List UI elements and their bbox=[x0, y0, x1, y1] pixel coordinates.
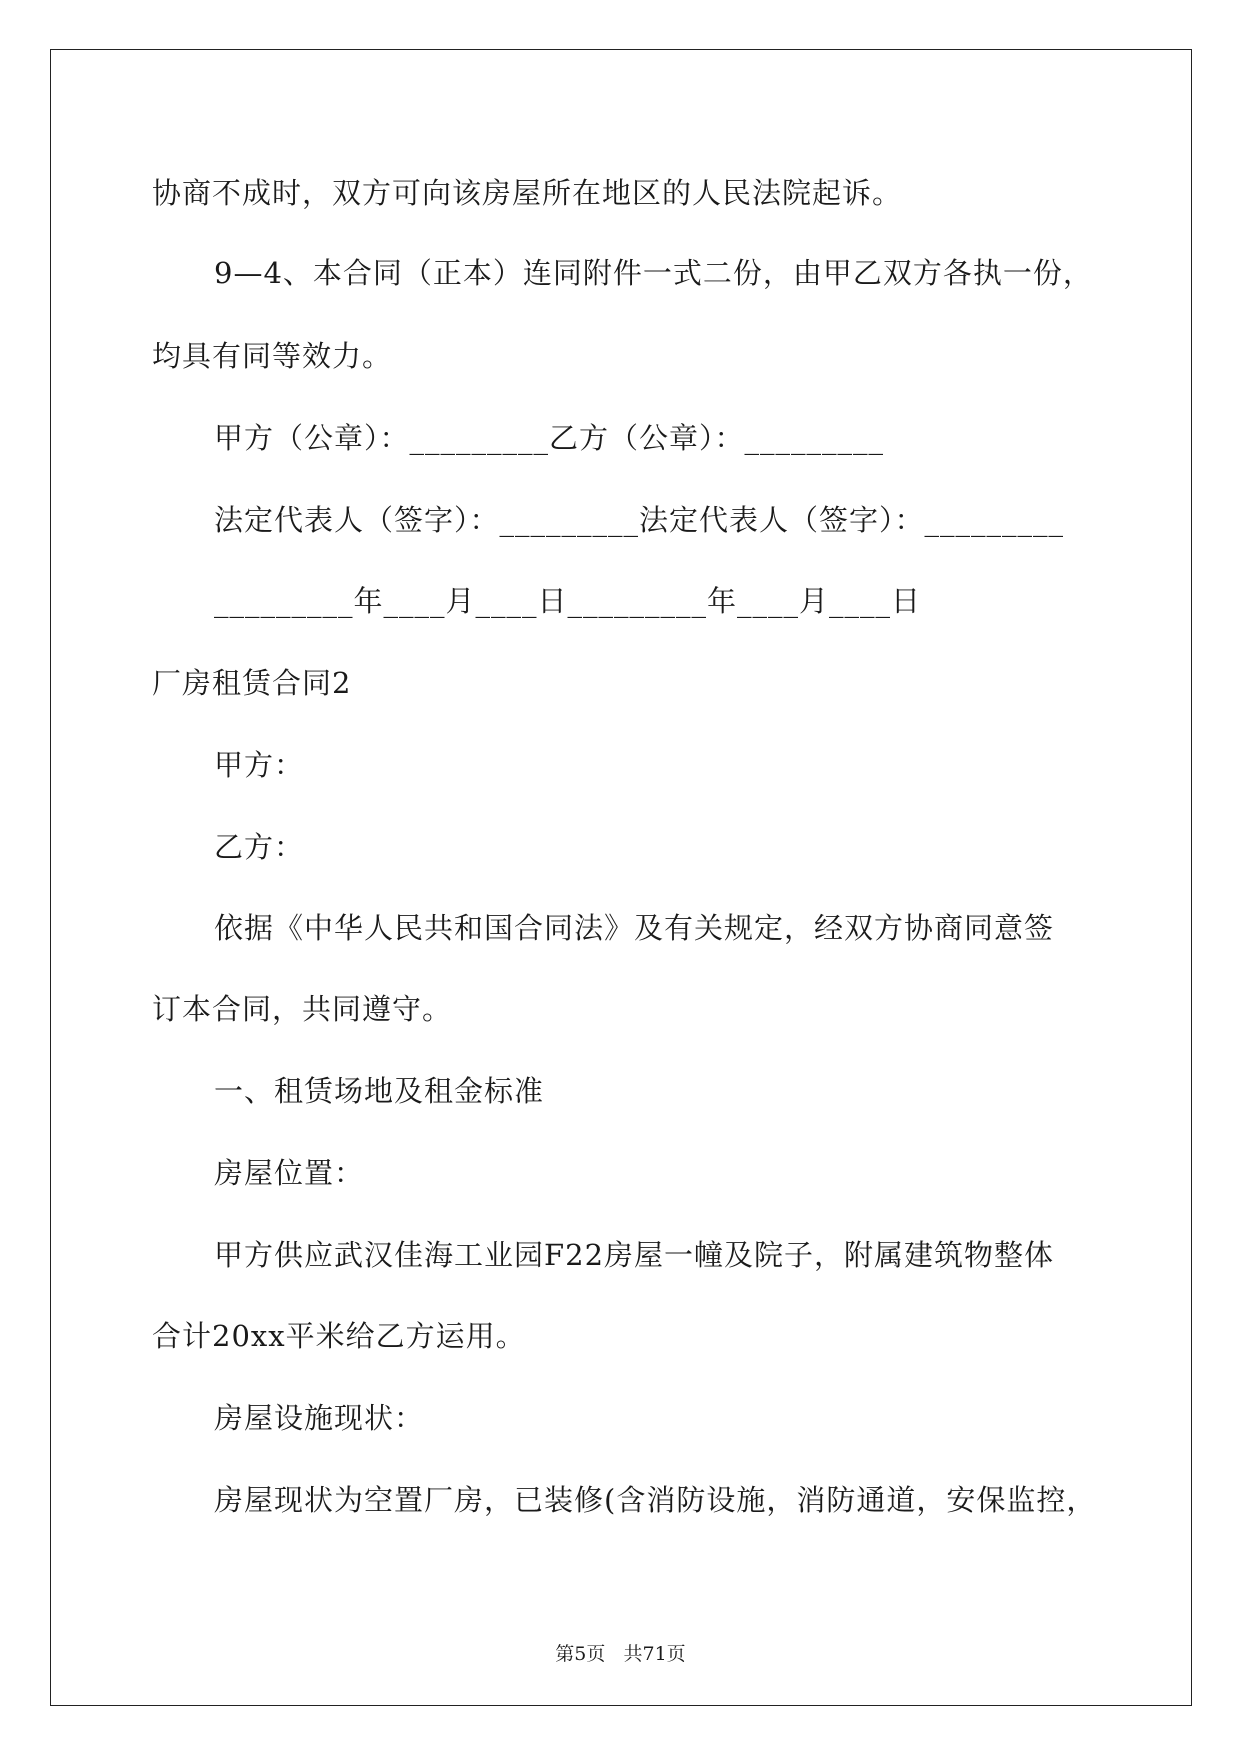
body-line: 订本合同，共同遵守。 bbox=[152, 992, 453, 1026]
body-line: 9—4、本合同（正本）连同附件一式二份，由甲乙双方各执一份， bbox=[214, 256, 1093, 290]
page-number: 第5页 共71页 bbox=[555, 1643, 686, 1665]
body-line: 房屋位置： bbox=[214, 1156, 365, 1190]
party-b-label: 乙方： bbox=[214, 830, 305, 864]
body-line: 房屋设施现状： bbox=[214, 1401, 425, 1435]
clause-heading: 一、租赁场地及租金标准 bbox=[214, 1074, 545, 1108]
body-line: 房屋现状为空置厂房，已装修(含消防设施，消防通道，安保监控， bbox=[214, 1483, 1097, 1517]
body-line: 均具有同等效力。 bbox=[152, 339, 393, 373]
body-line: 甲方供应武汉佳海工业园F22房屋一幢及院子，附属建筑物整体 bbox=[214, 1238, 1055, 1272]
signature-line-date: _________年____月____日_________年____月____日 bbox=[214, 584, 922, 618]
signature-line-seal: 甲方（公章）：_________乙方（公章）：_________ bbox=[214, 421, 885, 455]
page-border bbox=[50, 49, 1192, 1706]
body-line: 协商不成时，双方可向该房屋所在地区的人民法院起诉。 bbox=[152, 176, 903, 210]
party-a-label: 甲方： bbox=[214, 748, 305, 782]
section-title: 厂房租赁合同2 bbox=[152, 666, 352, 700]
signature-line-representative: 法定代表人（签字）：_________法定代表人（签字）：_________ bbox=[214, 503, 1065, 537]
body-line: 合计20xx平米给乙方运用。 bbox=[152, 1319, 526, 1353]
body-line: 依据《中华人民共和国合同法》及有关规定，经双方协商同意签 bbox=[214, 911, 1055, 945]
